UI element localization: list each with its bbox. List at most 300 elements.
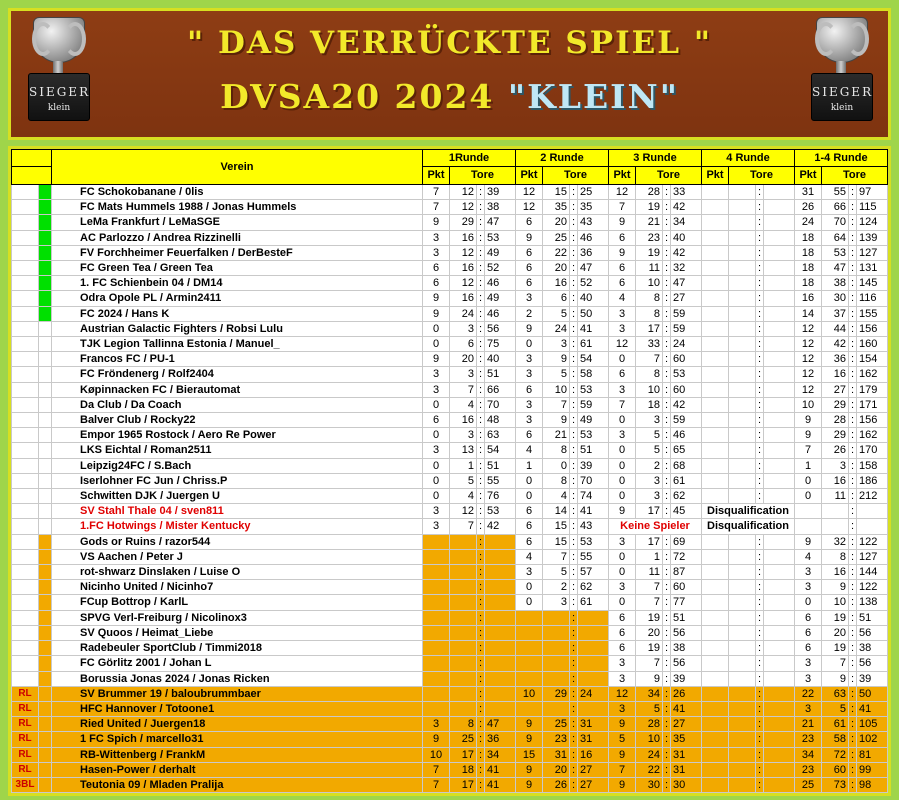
cell-pkt: 0 — [423, 458, 450, 473]
cell-goals-against — [764, 306, 795, 321]
cell-goals-against: 156 — [857, 413, 888, 428]
cell-goals-against: 31 — [671, 747, 702, 762]
cell-goals-for: 7 — [450, 519, 477, 534]
cell-goals-against — [764, 321, 795, 336]
cell-separator: : — [570, 185, 578, 200]
cell-goals-against: 51 — [671, 610, 702, 625]
cell-separator: : — [477, 291, 485, 306]
cell-separator: : — [570, 625, 578, 640]
table-row[interactable] — [12, 519, 888, 534]
cell-goals-for: 7 — [636, 352, 663, 367]
cell-separator: : — [477, 762, 485, 777]
cell-goals-against: 105 — [857, 717, 888, 732]
cell-goals-for: 24 — [636, 747, 663, 762]
cell-separator: : — [477, 534, 485, 549]
cell-goals-for — [729, 580, 756, 595]
table-row[interactable] — [12, 185, 888, 200]
cell-pkt: 9 — [516, 717, 543, 732]
cell-separator: : — [756, 367, 764, 382]
cell-goals-for: 25 — [543, 230, 570, 245]
cell-goals-for: 36 — [822, 352, 849, 367]
cell-pkt: 3 — [795, 701, 822, 716]
cell-goals-for: 42 — [822, 337, 849, 352]
table-row[interactable] — [12, 595, 888, 610]
cell-pkt — [702, 595, 729, 610]
cell-pkt — [702, 549, 729, 564]
cell-pkt: 6 — [423, 276, 450, 291]
cell-separator: : — [570, 382, 578, 397]
league-tag — [12, 549, 39, 564]
cell-goals-against — [764, 352, 795, 367]
cell-goals-against — [578, 656, 609, 671]
table-row[interactable] — [12, 321, 888, 336]
cell-separator: : — [756, 686, 764, 701]
cell-pkt — [702, 215, 729, 230]
cell-pkt — [423, 625, 450, 640]
cell-goals-for — [450, 549, 477, 564]
cell-goals-against: 66 — [485, 382, 516, 397]
cell-goals-against: 51 — [485, 458, 516, 473]
table-row[interactable] — [12, 443, 888, 458]
table-row[interactable] — [12, 382, 888, 397]
cell-goals-against: 51 — [857, 610, 888, 625]
team-name: Schwitten DJK / Juergen U — [52, 489, 423, 504]
cell-separator: : — [849, 580, 857, 595]
cell-goals-for: 55 — [822, 185, 849, 200]
cell-goals-for: 15 — [543, 185, 570, 200]
cell-separator: : — [477, 200, 485, 215]
cell-pkt: 0 — [516, 337, 543, 352]
cell-goals-against: 34 — [671, 215, 702, 230]
cell-pkt: 24 — [795, 215, 822, 230]
col-header-r3-pkt: Pkt — [609, 167, 636, 185]
cell-separator: : — [477, 428, 485, 443]
cell-goals-against: 115 — [857, 200, 888, 215]
cell-pkt: 9 — [516, 762, 543, 777]
cell-goals-against — [857, 519, 888, 534]
cell-goals-for: 19 — [636, 200, 663, 215]
col-header-total-pkt: Pkt — [795, 167, 822, 185]
cell-pkt — [702, 382, 729, 397]
table-row[interactable] — [12, 762, 888, 777]
cell-goals-against — [485, 701, 516, 716]
cell-goals-for: 37 — [822, 306, 849, 321]
cell-pkt: 6 — [609, 625, 636, 640]
cell-separator: : — [477, 504, 485, 519]
cell-separator: : — [570, 458, 578, 473]
cell-separator: : — [477, 458, 485, 473]
cell-pkt: 3 — [423, 519, 450, 534]
table-row[interactable] — [12, 458, 888, 473]
cell-goals-against: 50 — [578, 306, 609, 321]
cell-pkt — [702, 367, 729, 382]
cell-goals-for: 6 — [543, 291, 570, 306]
table-row[interactable] — [12, 245, 888, 260]
qualification-marker — [39, 367, 52, 382]
cell-pkt: 0 — [423, 428, 450, 443]
cell-goals-against: 38 — [671, 641, 702, 656]
cell-goals-for: 10 — [636, 382, 663, 397]
table-row[interactable] — [12, 473, 888, 488]
cell-separator: : — [756, 580, 764, 595]
cell-pkt: 9 — [423, 352, 450, 367]
league-tag: RL — [12, 762, 39, 777]
cell-goals-against: 98 — [857, 777, 888, 792]
cell-pkt: 0 — [795, 489, 822, 504]
cell-separator: : — [663, 534, 671, 549]
cell-pkt: 3 — [516, 565, 543, 580]
cell-goals-for — [729, 565, 756, 580]
page-title: " DAS VERRÜCKTE SPIEL " — [187, 25, 712, 61]
cell-pkt — [795, 504, 822, 519]
cell-separator: : — [477, 306, 485, 321]
cell-goals-for — [450, 625, 477, 640]
cell-separator: : — [663, 428, 671, 443]
cell-goals-for: 19 — [822, 641, 849, 656]
league-tag — [12, 352, 39, 367]
cell-goals-for — [450, 595, 477, 610]
cell-separator: : — [570, 732, 578, 747]
table-row[interactable] — [12, 777, 888, 792]
cell-pkt: 6 — [516, 215, 543, 230]
cell-separator: : — [663, 565, 671, 580]
cell-pkt: 0 — [516, 489, 543, 504]
cell-goals-for — [729, 534, 756, 549]
cell-pkt: 16 — [795, 291, 822, 306]
cell-separator: : — [477, 717, 485, 732]
team-name: FV Forchheimer Feuerfalken / DerBesteF — [52, 245, 423, 260]
cell-pkt: 9 — [609, 777, 636, 792]
qualification-marker — [39, 504, 52, 519]
cell-separator: : — [663, 656, 671, 671]
qualification-marker — [39, 382, 52, 397]
cell-goals-for — [729, 397, 756, 412]
cell-goals-against: 60 — [671, 580, 702, 595]
cell-goals-against: 171 — [857, 397, 888, 412]
cell-separator: : — [477, 671, 485, 686]
cell-separator: : — [570, 534, 578, 549]
cell-separator: : — [756, 382, 764, 397]
cell-goals-for: 17 — [450, 777, 477, 792]
cell-goals-for: 20 — [543, 762, 570, 777]
table-row[interactable] — [12, 717, 888, 732]
cell-separator: : — [663, 245, 671, 260]
league-tag — [12, 458, 39, 473]
cell-goals-against: 87 — [671, 565, 702, 580]
cell-separator: : — [477, 321, 485, 336]
cell-goals-for — [729, 200, 756, 215]
cell-separator: : — [849, 230, 857, 245]
cell-goals-for — [729, 306, 756, 321]
table-row[interactable] — [12, 671, 888, 686]
table-row[interactable] — [12, 732, 888, 747]
cell-goals-against: 24 — [578, 686, 609, 701]
table-row[interactable] — [12, 625, 888, 640]
cell-goals-against: 59 — [671, 306, 702, 321]
table-row[interactable] — [12, 565, 888, 580]
table-row[interactable] — [12, 337, 888, 352]
qualification-marker — [39, 489, 52, 504]
cell-goals-for — [729, 717, 756, 732]
cell-separator: : — [849, 382, 857, 397]
cell-pkt: 12 — [795, 352, 822, 367]
table-row[interactable] — [12, 276, 888, 291]
cell-pkt — [702, 291, 729, 306]
table-row[interactable] — [12, 549, 888, 564]
cell-goals-against: 62 — [671, 489, 702, 504]
cell-goals-against: 116 — [857, 291, 888, 306]
cell-goals-for: 7 — [636, 595, 663, 610]
cell-goals-for: 19 — [636, 610, 663, 625]
cell-pkt: 1 — [795, 458, 822, 473]
table-row[interactable] — [12, 230, 888, 245]
cell-separator: : — [849, 215, 857, 230]
table-row[interactable] — [12, 641, 888, 656]
cell-pkt: 0 — [516, 580, 543, 595]
cell-goals-for: 38 — [822, 276, 849, 291]
cell-separator: : — [756, 489, 764, 504]
cell-pkt: 3 — [516, 291, 543, 306]
cell-separator: : — [570, 777, 578, 792]
cell-goals-against — [764, 656, 795, 671]
cell-goals-against: 59 — [671, 413, 702, 428]
cell-pkt: 0 — [423, 321, 450, 336]
league-tag — [12, 625, 39, 640]
cell-separator: : — [570, 337, 578, 352]
cell-separator: : — [756, 762, 764, 777]
cell-goals-against: 46 — [485, 276, 516, 291]
table-row[interactable] — [12, 656, 888, 671]
cell-pkt — [702, 762, 729, 777]
cell-goals-for: 25 — [450, 732, 477, 747]
cell-goals-against: 53 — [578, 534, 609, 549]
cell-goals-for: 16 — [450, 291, 477, 306]
cell-pkt: 12 — [609, 337, 636, 352]
cell-pkt: 6 — [609, 261, 636, 276]
table-row[interactable] — [12, 489, 888, 504]
team-name: Balver Club / Rocky22 — [52, 413, 423, 428]
cell-goals-against: 39 — [578, 458, 609, 473]
table-row[interactable] — [12, 428, 888, 443]
cell-separator: : — [849, 747, 857, 762]
cell-goals-against: 56 — [671, 656, 702, 671]
table-row[interactable] — [12, 306, 888, 321]
cell-separator: : — [477, 519, 485, 534]
team-name: TJK Legion Tallinna Estonia / Manuel_ — [52, 337, 423, 352]
cell-separator: : — [570, 656, 578, 671]
cell-separator: : — [477, 610, 485, 625]
cell-goals-against — [764, 717, 795, 732]
cell-goals-for — [729, 595, 756, 610]
cell-pkt: 3 — [795, 580, 822, 595]
cell-pkt: 9 — [423, 732, 450, 747]
cell-goals-for: 6 — [450, 337, 477, 352]
cell-goals-for: 10 — [543, 382, 570, 397]
cell-separator: : — [477, 382, 485, 397]
cell-goals-against: 41 — [857, 701, 888, 716]
qualification-marker — [39, 747, 52, 762]
cell-pkt — [702, 443, 729, 458]
cell-goals-for: 29 — [822, 397, 849, 412]
qualification-marker — [39, 276, 52, 291]
cell-goals-for: 3 — [636, 413, 663, 428]
cell-pkt: 23 — [795, 732, 822, 747]
table-row[interactable] — [12, 580, 888, 595]
cell-separator: : — [756, 337, 764, 352]
cell-separator: : — [663, 717, 671, 732]
table-row[interactable] — [12, 200, 888, 215]
cell-goals-against: 99 — [857, 762, 888, 777]
cell-pkt: 12 — [516, 200, 543, 215]
cell-separator: : — [849, 762, 857, 777]
cell-goals-for: 20 — [543, 215, 570, 230]
cell-pkt: 23 — [795, 762, 822, 777]
cell-pkt — [702, 747, 729, 762]
cell-goals-for: 22 — [543, 245, 570, 260]
cell-pkt: 0 — [423, 489, 450, 504]
cell-pkt: 0 — [516, 595, 543, 610]
cell-pkt: 6 — [516, 382, 543, 397]
league-tag — [12, 245, 39, 260]
cell-goals-against: 36 — [485, 732, 516, 747]
cell-goals-for: 9 — [822, 580, 849, 595]
cell-goals-against — [764, 762, 795, 777]
cell-goals-against — [764, 276, 795, 291]
cell-goals-for — [450, 580, 477, 595]
table-row[interactable] — [12, 610, 888, 625]
cell-goals-against: 47 — [485, 215, 516, 230]
cell-separator: : — [570, 200, 578, 215]
league-tag — [12, 337, 39, 352]
cell-separator: : — [477, 443, 485, 458]
table-row[interactable] — [12, 534, 888, 549]
team-name: Empor 1965 Rostock / Aero Re Power — [52, 428, 423, 443]
cell-separator: : — [756, 671, 764, 686]
cell-goals-for: 10 — [636, 276, 663, 291]
cell-goals-against: 131 — [857, 261, 888, 276]
cell-goals-for: 5 — [543, 565, 570, 580]
cell-goals-against — [764, 413, 795, 428]
cell-goals-for: 8 — [450, 717, 477, 732]
cell-goals-for: 3 — [636, 489, 663, 504]
cell-goals-against: 36 — [578, 245, 609, 260]
cell-goals-for: 19 — [636, 641, 663, 656]
cell-pkt — [702, 200, 729, 215]
cell-pkt — [423, 565, 450, 580]
cell-goals-against: 72 — [671, 549, 702, 564]
cell-goals-against: 59 — [578, 397, 609, 412]
cell-goals-for — [729, 337, 756, 352]
cell-goals-for: 3 — [450, 321, 477, 336]
cell-goals-for: 26 — [822, 443, 849, 458]
cell-pkt: 3 — [423, 367, 450, 382]
cell-goals-against: 27 — [671, 291, 702, 306]
table-row[interactable] — [12, 367, 888, 382]
cell-separator: : — [756, 565, 764, 580]
cell-pkt — [423, 549, 450, 564]
league-tag: RL — [12, 732, 39, 747]
table-row[interactable] — [12, 747, 888, 762]
cell-goals-against: 56 — [857, 656, 888, 671]
cell-separator: : — [477, 580, 485, 595]
cell-goals-against: 179 — [857, 382, 888, 397]
cell-goals-against: 62 — [578, 580, 609, 595]
cell-goals-against: 53 — [671, 367, 702, 382]
cell-goals-against — [485, 595, 516, 610]
cell-separator: : — [663, 458, 671, 473]
cell-pkt — [702, 245, 729, 260]
cell-goals-against: 51 — [485, 367, 516, 382]
qualification-marker — [39, 717, 52, 732]
cell-goals-against — [764, 337, 795, 352]
team-name: SV Quoos / Heimat_Liebe — [52, 625, 423, 640]
table-row[interactable] — [12, 291, 888, 306]
cell-goals-for: 3 — [822, 458, 849, 473]
cell-goals-for — [729, 245, 756, 260]
cell-goals-for: 66 — [822, 200, 849, 215]
cell-separator: : — [756, 747, 764, 762]
cell-goals-against: 33 — [671, 185, 702, 200]
cell-goals-for: 28 — [822, 413, 849, 428]
cell-pkt — [702, 565, 729, 580]
cell-goals-for: 14 — [543, 504, 570, 519]
qualification-marker — [39, 306, 52, 321]
cell-separator: : — [756, 610, 764, 625]
cell-goals-for: 20 — [543, 261, 570, 276]
cell-goals-against: 156 — [857, 321, 888, 336]
cell-pkt — [423, 610, 450, 625]
cell-goals-for — [450, 656, 477, 671]
table-row[interactable] — [12, 352, 888, 367]
qualification-marker — [39, 291, 52, 306]
cell-pkt — [516, 625, 543, 640]
cell-pkt: 3 — [609, 382, 636, 397]
cell-goals-for: 61 — [822, 717, 849, 732]
table-row[interactable] — [12, 215, 888, 230]
cell-goals-against: 52 — [578, 276, 609, 291]
cell-pkt: 6 — [516, 428, 543, 443]
cell-goals-against — [578, 610, 609, 625]
table-row[interactable] — [12, 504, 888, 519]
cell-goals-against: 81 — [857, 747, 888, 762]
cell-goals-against: 76 — [485, 489, 516, 504]
cell-pkt — [702, 625, 729, 640]
table-row[interactable] — [12, 701, 888, 716]
cell-goals-for: 28 — [636, 717, 663, 732]
cell-goals-against: 127 — [857, 245, 888, 260]
cell-separator: : — [663, 397, 671, 412]
cell-pkt: 14 — [795, 306, 822, 321]
league-tag — [12, 656, 39, 671]
qualification-marker — [39, 519, 52, 534]
cell-goals-against — [578, 641, 609, 656]
table-row[interactable] — [12, 686, 888, 701]
cell-goals-against: 42 — [671, 245, 702, 260]
cell-separator: : — [477, 397, 485, 412]
cell-goals-for — [729, 185, 756, 200]
cell-separator: : — [477, 276, 485, 291]
cell-goals-for: 70 — [822, 215, 849, 230]
table-row[interactable] — [12, 261, 888, 276]
cell-goals-for: 22 — [636, 762, 663, 777]
cell-pkt: 0 — [609, 565, 636, 580]
table-row[interactable] — [12, 413, 888, 428]
table-row[interactable] — [12, 397, 888, 412]
cell-goals-against — [578, 701, 609, 716]
cell-goals-for — [729, 610, 756, 625]
cell-separator: : — [477, 473, 485, 488]
cell-goals-against — [764, 200, 795, 215]
